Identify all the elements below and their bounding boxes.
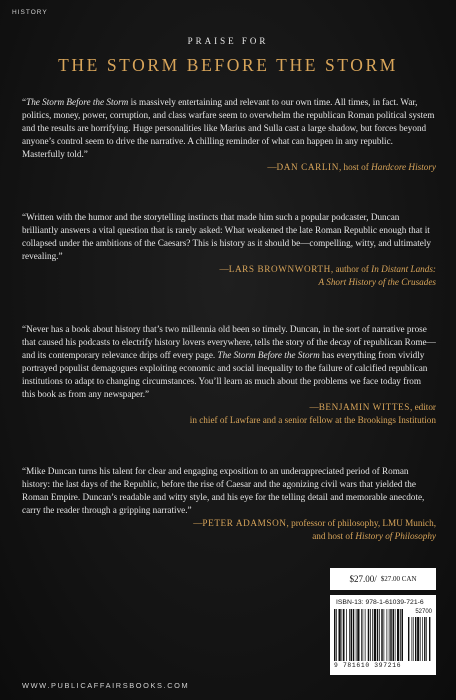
blurb-text: “Written with the humor and the storytelling instincts that made him such a popular podcaster, Duncan brilliantly answers a vital question that is rarely asked: What weakened the late Roman Republic enough that it collapsed under the ambitions of the Caesars? This is history as it should be—compelling, witty, and ultimately revealing.” bbox=[22, 212, 432, 261]
blurb-attribution-line2: and host of History of Philosophy bbox=[312, 531, 436, 541]
isbn-text: ISBN-13: 978-1-61039-721-6 bbox=[336, 599, 424, 606]
barcode-icon bbox=[334, 609, 432, 661]
blurb-text: “The Storm Before the Storm is massively entertaining and relevant to our own time. All times, in fact. War, politics, money, power, corruption, and class warfare seem to overwhelm the republican Roman political system and the results are horrifying. Huge personalities like Marius and Sulla cast a large shadow, but forces beyond anyone’s control seem to drive the narrative. A chilling reminder of what can happen in any republic. Masterfully told.” bbox=[22, 97, 435, 159]
blurb-dan-carlin bbox=[22, 96, 436, 174]
barcode-panel bbox=[330, 595, 436, 675]
blurb-attribution: —PETER ADAMSON, professor of philosophy, LMU Munich, bbox=[193, 518, 436, 528]
price-separator: / bbox=[374, 574, 377, 584]
book-title: THE STORM BEFORE THE STORM bbox=[58, 55, 398, 75]
publisher-website: WWW.PUBLICAFFAIRSBOOKS.COM bbox=[22, 681, 190, 690]
blurb-attribution: —BENJAMIN WITTES, editor bbox=[309, 402, 436, 412]
blurb-attribution-line2: in chief of Lawfare and a senior fellow at the Brookings Institution bbox=[189, 415, 436, 425]
price-label bbox=[330, 568, 436, 590]
praise-for-heading: PRAISE FOR bbox=[187, 36, 269, 46]
category-label: HISTORY bbox=[12, 9, 48, 16]
blurb-attribution-line2: A Short History of the Crusades bbox=[318, 277, 436, 287]
barcode-digits: 9 781610 397216 bbox=[334, 662, 402, 669]
blurb-lars-brownworth bbox=[22, 211, 436, 289]
blurb-benjamin-wittes bbox=[22, 323, 436, 427]
blurb-peter-adamson bbox=[22, 465, 436, 543]
blurb-attribution: —LARS BROWNWORTH, author of In Distant Lands: bbox=[219, 264, 436, 274]
barcode-addon-digits: 52700 bbox=[415, 609, 432, 615]
blurb-text: “Mike Duncan turns his talent for clear and engaging exposition to an underappreciated period of Roman history: the last days of the Republic, before the rise of Caesar and the agonizing civil wars that yielded the Roman Empire. Duncan’s readable and witty style, and his eye for the telling detail and memorable anecdote, carry the reader through a gripping narrative.” bbox=[22, 466, 425, 515]
blurb-text: “Never has a book about history that’s two millennia old been so timely. Duncan, in the sort of narrative prose that caused his podcasts to electrify history lovers everywhere, tells the story of the decay of republican Rome—and its contemporary relevance drips off every page. The Storm Before the Storm has everything from vividly portrayed populist demagogues exploiting economic and social inequality to the failure of calcified republican institutions to adapt to changing circumstances. You’ll learn as much about the problems we face today from this book as from any newspaper.” bbox=[22, 324, 436, 399]
price-cad: $27.00 CAN bbox=[380, 575, 417, 583]
price-us: $27.00 bbox=[349, 574, 375, 584]
blurb-attribution: —DAN CARLIN, host of Hardcore History bbox=[267, 162, 436, 172]
